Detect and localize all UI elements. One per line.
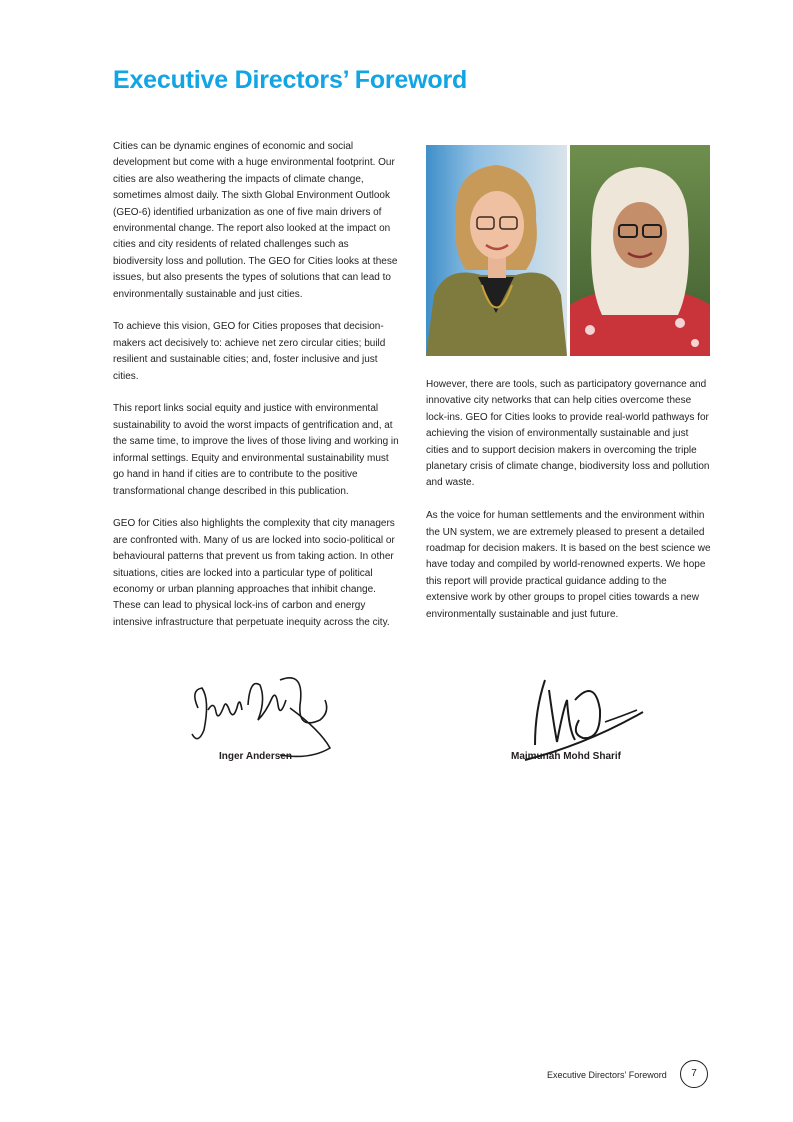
paragraph: To achieve this vision, GEO for Cities proposes that decision-makers act decisively to: achieve net zero circular cities; build resilient and sustainable cities; and, foster inclusive and just cities.: [113, 321, 386, 382]
foreword-left-column: [113, 139, 400, 648]
footer-section-label: Executive Directors’ Foreword: [547, 1070, 667, 1080]
paragraph: As the voice for human settlements and the environment within the UN system, we are extremely pleased to present a detailed roadmap for decision makers. It is based on the best science we have today and compiled by world-renowned experts. We hope this report will provide practical guidance adding to the extensive work by other groups to propel cities towards a new environmentally sustainable and just future.: [426, 510, 711, 620]
page-number: 7: [680, 1060, 708, 1088]
portrait-photo-maimunah-mohd-sharif: [570, 145, 710, 356]
page-title: Executive Directors’ Foreword: [113, 66, 468, 94]
signatory-name: Maimunah Mohd Sharif: [511, 751, 621, 762]
signatory-name: Inger Andersen: [219, 751, 292, 762]
foreword-right-column: [426, 377, 711, 639]
portrait-photo-inger-andersen: [426, 145, 567, 356]
paragraph: However, there are tools, such as participatory governance and innovative city networks that can help cities overcome these lock-ins. GEO for Cities looks to provide real-world pathways for achieving the vision of environmentally sustainable and just cities and to support decision makers in overcoming the triple planetary crisis of climate change, biodiversity loss and pollution and waste.: [426, 379, 710, 489]
paragraph: Cities can be dynamic engines of economic and social development but come with a huge environmental footprint. Our cities are also weathering the impacts of climate change, sometimes almost daily. The sixth Global Environment Outlook (GEO-6) identified urbanization as one of five main drivers of environmental change. The report also looked at the impact on cities and city residents of related challenges such as biodiversity loss and pollution. The GEO for Cities looks at these issues, but also presents the types of solutions that can lead to environmentally sustainable and just cities.: [113, 141, 398, 300]
paragraph: GEO for Cities also highlights the complexity that city managers are confronted with. Many of us are locked into socio-political or behavioural patterns that prevent us from taking action. In other situations, cities are locked into a particular type of political economy or urban planning approaches that inhibit change. These can lead to physical lock-ins of carbon and energy intensive infrastructure that perpetuate inequity across the city.: [113, 518, 395, 628]
paragraph: This report links social equity and justice with environmental sustainability to avoid the worst impacts of gentrification and, at the same time, to improve the lives of those living and working in informal settings. Equity and environmental sustainability must go hand in hand if cities are to contribute to the positive transformational change described in this publication.: [113, 403, 399, 497]
